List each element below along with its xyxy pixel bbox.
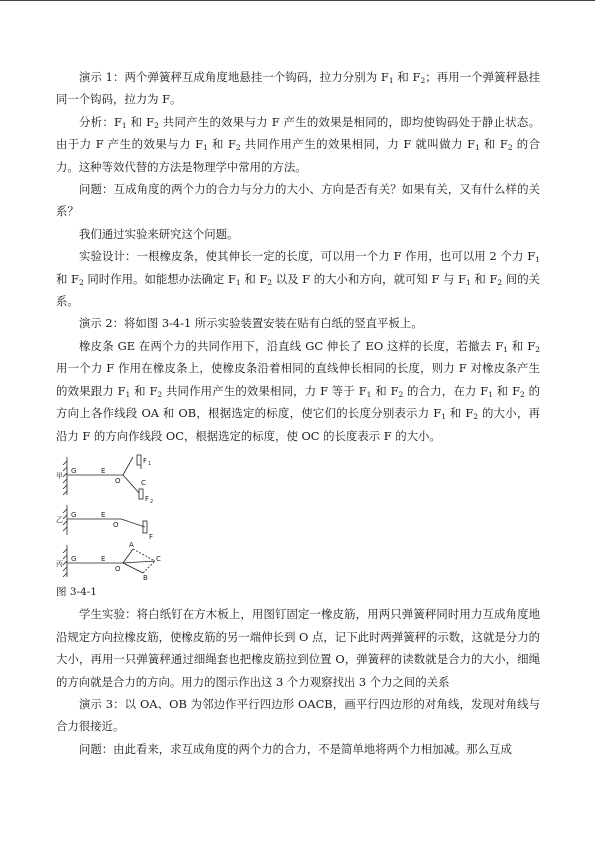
figure-caption: 图 3-4-1 <box>56 585 97 598</box>
paragraph-demo2: 演示 2：将如图 3-4-1 所示实验装置安装在贴有白纸的竖直平板上。 <box>79 316 423 331</box>
svg-text:1: 1 <box>148 460 152 467</box>
fig-label-bing: 丙 <box>56 559 63 568</box>
paragraph-student-experiment: 学生实验：将白纸钉在方木板上，用图钉固定一橡皮筋，用两只弹簧秤同时用力互成角度地沿规定方向拉橡皮筋，使橡皮筋的另一端伸长到 O 点，记下此时两弹簧秤的示数，这就是分力的大小，再用一只弹簧秤通过细绳套也把橡皮筋拉到位置 O，弹簧秤的读数就是合力的大小，细绳的方向就是合力的方向。用力的图示作出这 3 个力观察找出 3 个力之间的关系 <box>56 607 540 689</box>
fig-label-e1: E <box>101 466 106 475</box>
paragraph-analysis: 分析：$F_1$ 和 $F_2$ 共同产生的效果与力 F 产生的效果是相同的，即均使钩码处于静止状态。由于力 F 产生的效果与力 $F_1$ 和 $F_2$ 共同作用产生的效果相同，力 F 就叫做力 $F_1$ 和 $F_2$ 的合力。这种等效代替的方法是物理学中常用的方法。 <box>56 114 541 174</box>
vector-oc <box>123 561 155 563</box>
paragraph-demo3: 演示 3：以 OA、OB 为邻边作平行四边形 OACB，画平行四边形的对角线，发现对角线与合力很接近。 <box>56 696 540 734</box>
fig-label-o3: O <box>115 564 121 573</box>
fig-label-o2: O <box>113 520 119 529</box>
string-f1-jia <box>123 457 133 475</box>
paragraph-study-line: 我们通过实验来研究这个问题。 <box>79 226 239 241</box>
paragraph-question1: 问题：互成角度的两个力的合力与分力的大小、方向是否有关？如果有关，又有什么样的关系？ <box>56 182 540 219</box>
fig-label-g1: G <box>71 466 77 475</box>
demo1-label: 演示 1： <box>79 70 125 84</box>
fig-label-b: B <box>143 573 148 581</box>
paragraph-design: 实验设计：一根橡皮条，使其伸长一定的长度，可以用一个力 F 作用，也可以用 2 个力 $F_1$ 和 $F_2$ 同时作用。如能想办法确定 $F_1$ 和 $F_2$ 以及 F 的大小和方向，就可知 F 与 $F_1$ 和 $F_2$ 间的关系。 <box>56 249 541 309</box>
experiment-diagram <box>55 453 165 581</box>
paragraph-rubber: 橡皮条 GE 在两个力的共同作用下，沿直线 GC 伸长了 EO 这样的长度，若撤去 $F_1$ 和 $F_2$ 用一个力 F 作用在橡皮条上，使橡皮条沿着相同的直线伸长相同的长度，则力 F 对橡皮条产生的效果跟力 $F_1$ 和 $F_2$ 共同作用产生的效果相同，力 F 等于 $F_1$ 和 $F_2$ 的合力，在力 $F_1$ 和 $F_2$ 的方向上各作线段 OA 和 OB，根据选定的标度，使它们的长度分别表示力 $F_1$ 和 $F_2$ 的大小，再沿力 F 的方向作线段 OC，根据选定的标度，使 OC 的长度表示 F 的大小。 <box>56 338 540 443</box>
fig-label-f2: F <box>145 494 150 503</box>
fig-label-g3: G <box>71 554 77 563</box>
paragraph-question2: 问题：由此看来，求互成角度的两个力的合力，不是简单地将两个力相加减。那么互成 <box>79 741 512 756</box>
figure-3-4-1 <box>55 453 165 581</box>
fig-label-e2: E <box>101 510 106 519</box>
fig-label-e3: E <box>101 554 106 563</box>
page-top-rule <box>0 0 595 1</box>
fig-label-f: F <box>149 532 154 541</box>
fig-label-g2: G <box>71 510 77 519</box>
svg-text:2: 2 <box>150 498 154 505</box>
paragraph-demo1: 演示 1：两个弹簧秤互成角度地悬挂一个钩码，拉力分别为 $F_1$ 和 $F_2$；再用一个弹簧秤悬挂同一个钩码，拉力为 F。 <box>56 70 540 107</box>
fig-label-c3: C <box>156 554 161 563</box>
fig-label-yi: 乙 <box>56 515 63 524</box>
string-f2-jia <box>123 475 139 493</box>
vector-ob <box>123 563 143 573</box>
spring-scale-1 <box>137 455 141 465</box>
document-body <box>56 66 540 760</box>
fig-label-c1: C <box>141 478 146 487</box>
fig-label-a: A <box>129 540 134 549</box>
fig-label-f1: F <box>143 456 148 465</box>
fig-label-jia: 甲 <box>56 471 63 480</box>
spring-scale-2 <box>139 489 143 499</box>
vector-oa <box>123 549 133 563</box>
string-f-yi <box>121 519 145 527</box>
fig-label-o1: O <box>115 476 121 485</box>
